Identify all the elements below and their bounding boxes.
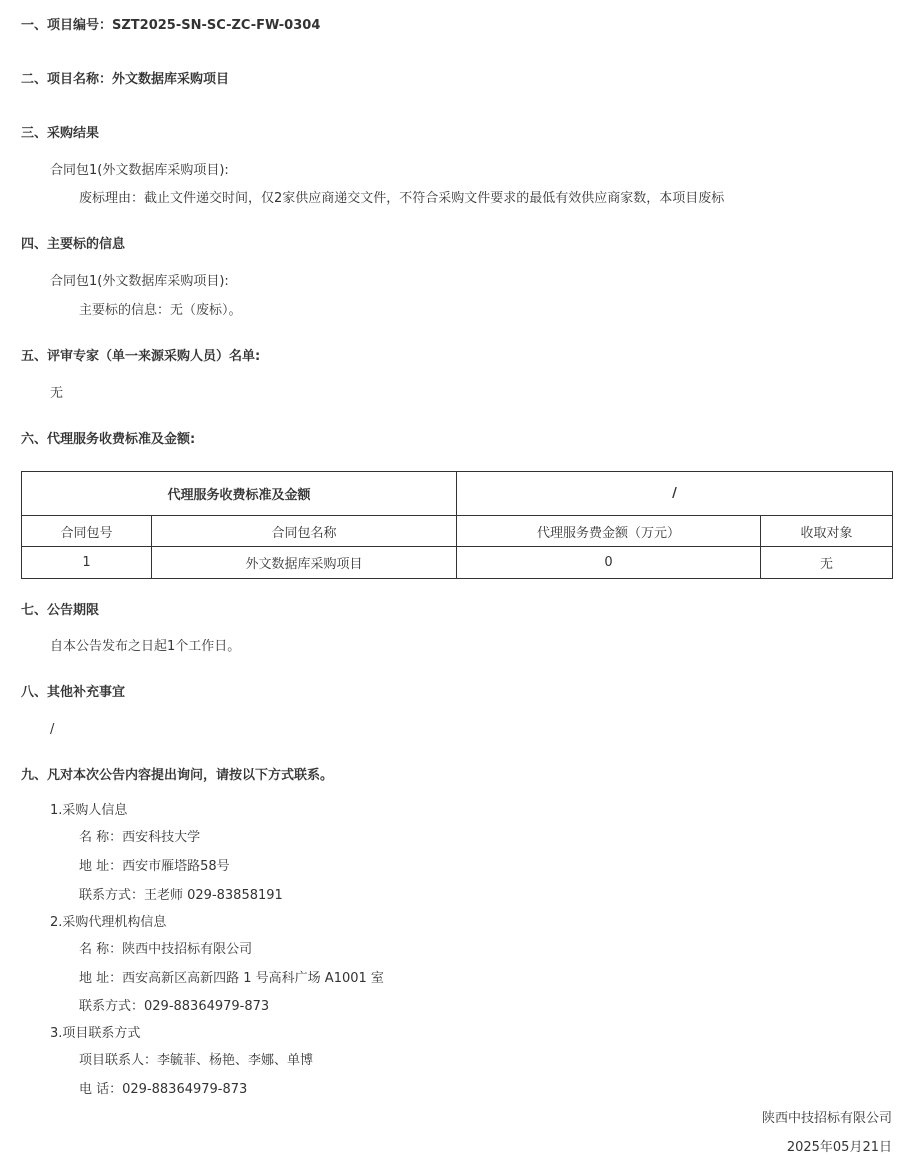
fee-table-header-row — [22, 472, 893, 516]
section-heading-other: 八、其他补充事宜 — [21, 685, 126, 700]
results-package: 合同包1(外文数据库采购项目): — [50, 163, 229, 178]
section-heading: 一、项目编号： — [21, 18, 113, 33]
column-header-package-name: 合同包名称 — [152, 516, 457, 547]
period-value: 自本公告发布之日起1个工作日。 — [50, 639, 241, 654]
project-number-value: SZT2025-SN-SC-ZC-FW-0304 — [112, 18, 321, 33]
project-contact-people: 项目联系人：李毓菲、杨艳、李娜、单博 — [79, 1053, 314, 1068]
column-header-package-number: 合同包号 — [22, 516, 152, 547]
results-detail: 废标理由：截止文件递交时间，仅2家供应商递交文件，不符合采购文件要求的最低有效供应商家数，本项目废标 — [79, 191, 725, 206]
experts-value: 无 — [50, 386, 64, 401]
section-heading: 二、项目名称： — [21, 72, 113, 87]
buyer-address: 地 址：西安市雁塔路58号 — [79, 859, 230, 874]
column-header-fee-amount: 代理服务费金额（万元） — [457, 516, 761, 547]
project-contact-title: 3.项目联系方式 — [50, 1026, 141, 1041]
agency-address: 地 址：西安高新区高新四路 1 号高科广场 A1001 室 — [79, 971, 384, 986]
section-heading-fee: 六、代理服务收费标准及金额: — [21, 432, 196, 447]
cell-package-number: 1 — [22, 547, 152, 579]
fee-table-header-label: 代理服务收费标准及金额 — [22, 472, 457, 516]
cell-package-name: 外文数据库采购项目 — [152, 547, 457, 579]
other-value: / — [50, 722, 55, 737]
cell-fee-amount: 0 — [457, 547, 761, 579]
buyer-title: 1.采购人信息 — [50, 803, 128, 818]
project-contact-phone: 电 话：029-88364979-873 — [79, 1082, 248, 1097]
footer-company: 陕西中技招标有限公司 — [761, 1111, 892, 1126]
subject-detail: 主要标的信息：无（废标）。 — [79, 303, 242, 318]
table-row — [22, 547, 893, 579]
section-project-number — [21, 18, 320, 34]
footer-date: 2025年05月21日 — [786, 1140, 892, 1155]
cell-payer: 无 — [761, 547, 893, 579]
section-project-name — [21, 72, 229, 88]
fee-table-columns-row — [22, 516, 893, 547]
agency-contact: 联系方式：029-88364979-873 — [79, 999, 270, 1014]
section-heading-subject: 四、主要标的信息 — [21, 237, 126, 252]
fee-table-header-value: / — [457, 472, 893, 516]
subject-package: 合同包1(外文数据库采购项目): — [50, 274, 229, 289]
section-heading-contact: 九、凡对本次公告内容提出询问，请按以下方式联系。 — [21, 768, 334, 783]
fee-table — [21, 471, 893, 579]
section-heading-period: 七、公告期限 — [21, 603, 100, 618]
agency-title: 2.采购代理机构信息 — [50, 915, 167, 930]
section-heading-results: 三、采购结果 — [21, 126, 100, 141]
section-heading-experts: 五、评审专家（单一来源采购人员）名单: — [21, 349, 261, 364]
agency-name: 名 称：陕西中技招标有限公司 — [79, 942, 253, 957]
buyer-contact: 联系方式：王老师 029-83858191 — [79, 888, 283, 903]
column-header-payer: 收取对象 — [761, 516, 893, 547]
project-name-value: 外文数据库采购项目 — [112, 72, 230, 87]
buyer-name: 名 称：西安科技大学 — [79, 830, 201, 845]
